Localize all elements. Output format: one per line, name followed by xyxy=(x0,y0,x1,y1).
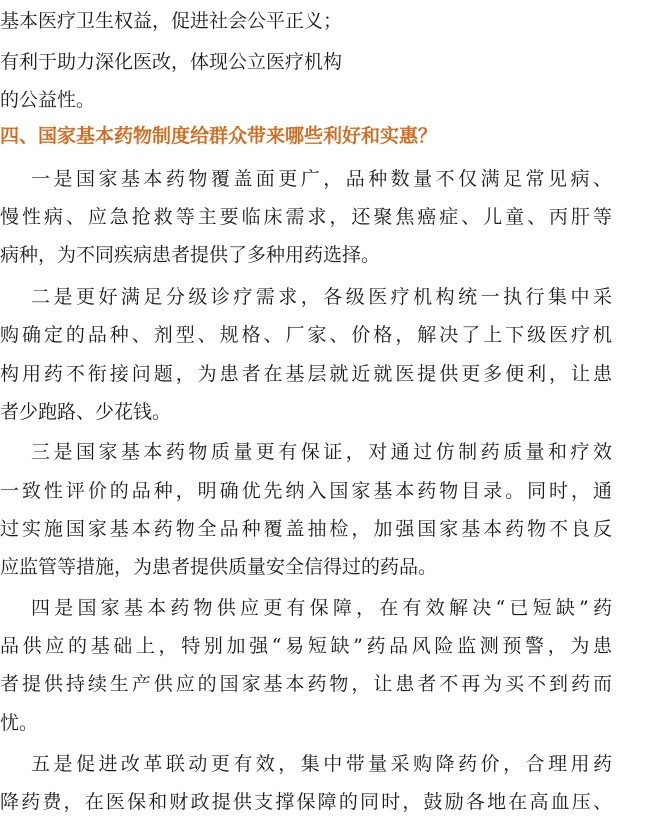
paragraph-line: 慢性病、应急抢救等主要临床需求，还聚焦癌症、儿童、丙肝等 xyxy=(0,206,612,228)
paragraph-line: 二是更好满足分级诊疗需求，各级医疗机构统一执行集中采 xyxy=(31,286,612,308)
paragraph-line: 三是国家基本药物质量更有保证，对通过仿制药质量和疗效 xyxy=(31,441,612,463)
paragraph-line: 品供应的基础上，特别加强“易短缺”药品风险监测预警，为患 xyxy=(0,635,612,657)
intro-line: 有利于助力深化医改，体现公立医疗机构 xyxy=(0,51,343,73)
paragraph-line: 应监管等措施，为患者提供质量安全信得过的药品。 xyxy=(0,556,438,578)
paragraph-line: 者少跑路、少花钱。 xyxy=(0,401,172,423)
paragraph-line: 降药费，在医保和财政提供支撑保障的同时，鼓励各地在高血压、 xyxy=(0,791,612,813)
intro-line: 的公益性。 xyxy=(0,89,96,111)
paragraph-line: 病种，为不同疾病患者提供了多种用药选择。 xyxy=(0,244,381,266)
section-heading: 四、国家基本药物制度给群众带来哪些利好和实惠？ xyxy=(0,125,438,147)
paragraph-line: 一是国家基本药物覆盖面更广，品种数量不仅满足常见病、 xyxy=(31,168,612,190)
paragraph-line: 者提供持续生产供应的国家基本药物，让患者不再为买不到药而 xyxy=(0,673,612,695)
paragraph-line: 五是促进改革联动更有效，集中带量采购降药价，合理用药 xyxy=(31,753,612,775)
paragraph-line: 四是国家基本药物供应更有保障，在有效解决“已短缺”药 xyxy=(31,597,612,619)
paragraph-line: 购确定的品种、剂型、规格、厂家、价格，解决了上下级医疗机 xyxy=(0,324,612,346)
paragraph-line: 过实施国家基本药物全品种覆盖抽检，加强国家基本药物不良反 xyxy=(0,518,612,540)
paragraph-line: 忧。 xyxy=(0,712,39,734)
intro-line: 基本医疗卫生权益，促进社会公平正义； xyxy=(0,10,343,32)
paragraph-line: 一致性评价的品种，明确优先纳入国家基本药物目录。同时，通 xyxy=(0,480,612,502)
paragraph-line: 构用药不衔接问题，为患者在基层就近就医提供更多便利，让患 xyxy=(0,363,612,385)
